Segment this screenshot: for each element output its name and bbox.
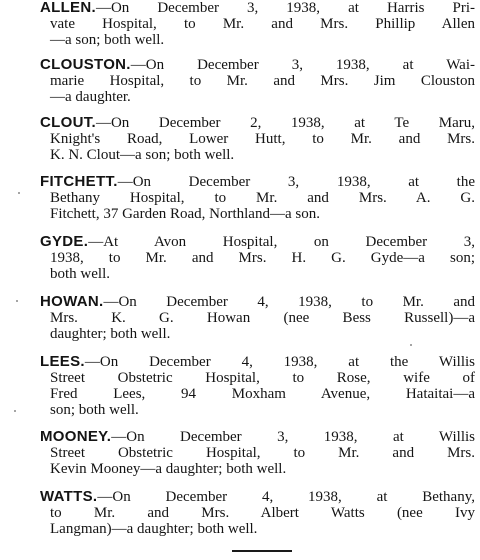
notice-text: son; both well. xyxy=(50,402,139,418)
print-speck xyxy=(16,300,18,302)
notice-text: —On December 4, 1938, at the Willis xyxy=(84,354,475,370)
notice-text: —On December 4, 1938, to Mr. and xyxy=(103,294,475,310)
notice-text: daughter; both well. xyxy=(50,326,171,342)
notice-text: Mrs. K. G. Howan (nee Bess Russell)—a xyxy=(50,310,475,326)
notice-text: to Mr. and Mrs. Albert Watts (nee Ivy xyxy=(50,505,475,521)
print-speck xyxy=(410,344,412,346)
surname: WATTS. xyxy=(40,488,98,505)
surname: ALLEN. xyxy=(40,0,96,16)
notice-text: —On December 3, 1938, at Willis xyxy=(111,429,475,445)
print-speck xyxy=(18,192,20,194)
surname: GYDE. xyxy=(40,233,89,250)
surname: MOONEY. xyxy=(40,428,112,445)
notice-text: —At Avon Hospital, on December 3, xyxy=(88,234,475,250)
notice-text: —On December 3, 1938, at the xyxy=(117,174,475,190)
notice-text: vate Hospital, to Mr. and Mrs. Phillip Allen xyxy=(50,16,475,32)
notice-text: —a son; both well. xyxy=(50,32,165,48)
notice-text: —On December 3, 1938, at Harris Pri- xyxy=(95,0,475,16)
surname: CLOUT. xyxy=(40,114,96,131)
notice-text: —On December 3, 1938, at Wai- xyxy=(130,57,475,73)
print-speck xyxy=(14,410,16,412)
notice-text: —On December 2, 1938, at Te Maru, xyxy=(95,115,475,131)
notice-text: —On December 4, 1938, at Bethany, xyxy=(97,489,475,505)
end-rule xyxy=(232,550,292,552)
notice-lees xyxy=(40,354,475,418)
notice-fitchett xyxy=(40,174,475,222)
notice-text: —a daughter. xyxy=(50,89,131,105)
notice-watts xyxy=(40,489,475,537)
notice-text: Kevin Mooney—a daughter; both well. xyxy=(50,461,287,477)
notice-text: K. N. Clout—a son; both well. xyxy=(50,147,235,163)
notice-mooney xyxy=(40,429,475,477)
surname: LEES. xyxy=(40,353,85,370)
notice-allen xyxy=(40,0,475,48)
notice-text: Knight's Road, Lower Hutt, to Mr. and Mrs. xyxy=(50,131,475,147)
notice-text: Bethany Hospital, to Mr. and Mrs. A. G. xyxy=(50,190,475,206)
surname: CLOUSTON. xyxy=(40,56,131,73)
notice-clouston xyxy=(40,57,475,105)
notice-text: Fitchett, 37 Garden Road, Northland—a son. xyxy=(50,206,320,222)
surname: FITCHETT. xyxy=(40,173,118,190)
notice-text: 1938, to Mr. and Mrs. H. G. Gyde—a son; xyxy=(50,250,475,266)
notice-text: Street Obstetric Hospital, to Rose, wife of xyxy=(50,370,475,386)
notice-gyde xyxy=(40,234,475,282)
notice-howan xyxy=(40,294,475,342)
notice-text: Langman)—a daughter; both well. xyxy=(50,521,258,537)
notice-clout xyxy=(40,115,475,163)
notice-text: Street Obstetric Hospital, to Mr. and Mrs. xyxy=(50,445,475,461)
notice-text: Fred Lees, 94 Moxham Avenue, Hataitai—a xyxy=(50,386,475,402)
notice-text: marie Hospital, to Mr. and Mrs. Jim Clouston xyxy=(50,73,475,89)
surname: HOWAN. xyxy=(40,293,104,310)
notice-text: both well. xyxy=(50,266,110,282)
